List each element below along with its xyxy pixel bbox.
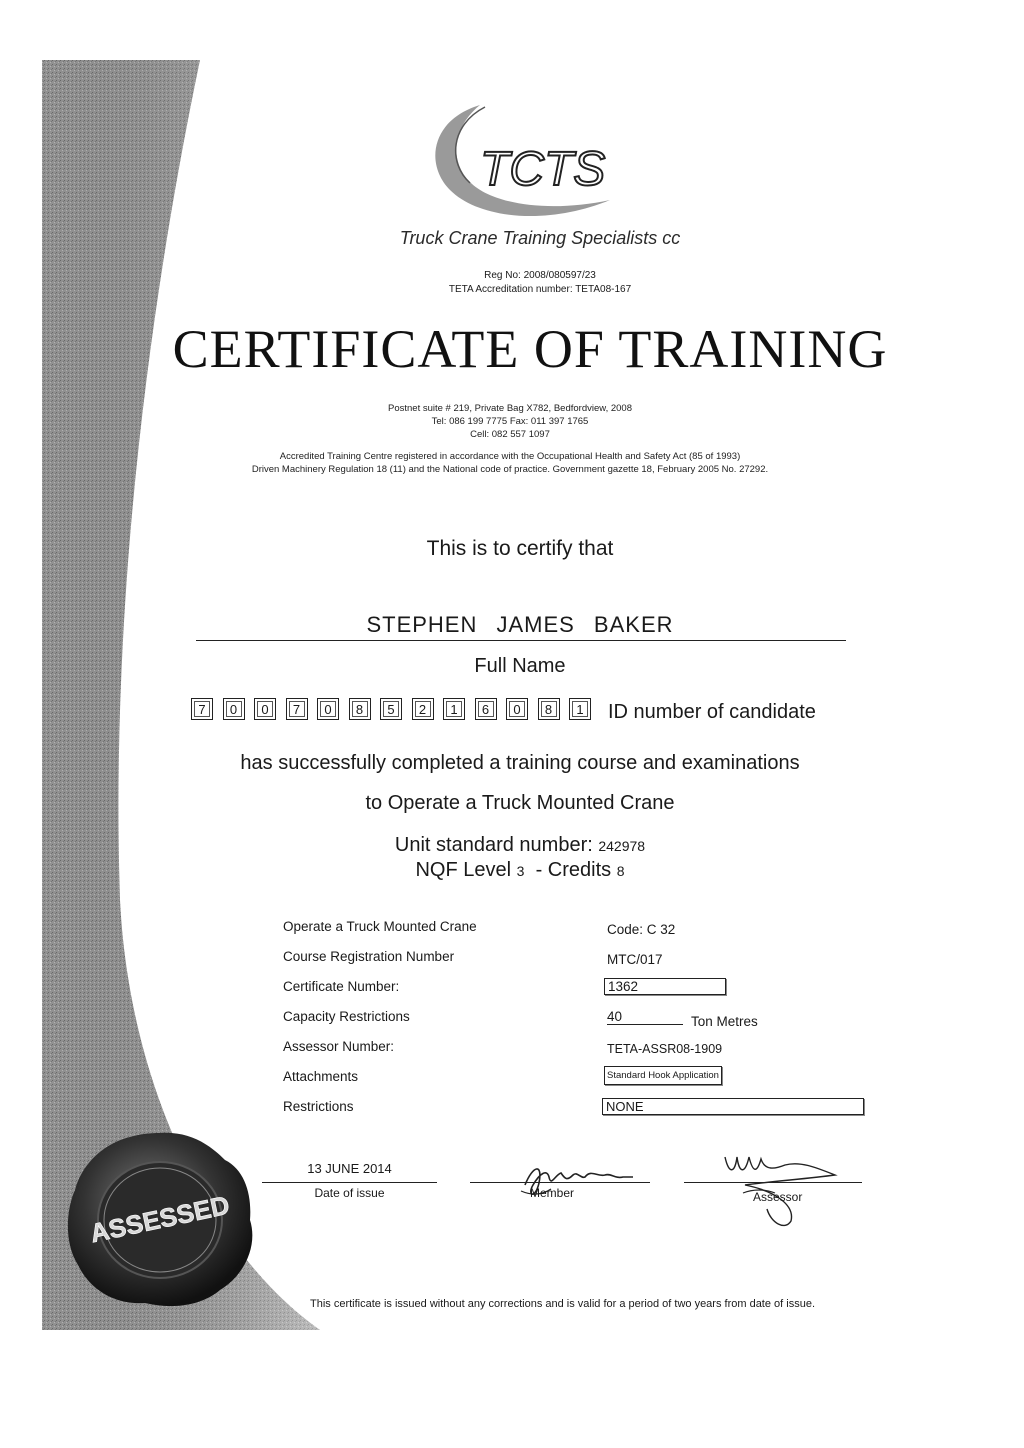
capacity-restrictions-label: Capacity Restrictions: [283, 1009, 410, 1024]
id-digit: 0: [506, 698, 528, 720]
course-name: to Operate a Truck Mounted Crane: [365, 792, 675, 814]
id-digit: 7: [191, 698, 213, 720]
id-digit: 5: [380, 698, 402, 720]
id-digit: 8: [538, 698, 560, 720]
credits-label: - Credits: [535, 859, 612, 881]
accreditation-line-2: Driven Machinery Regulation 18 (11) and the National code of practice. Government gazette 18, February 2005 No. 27292.: [251, 464, 769, 475]
candidate-name: STEPHEN JAMES BAKER: [366, 612, 674, 637]
full-name-label: Full Name: [474, 655, 566, 677]
date-of-issue-label: Date of issue: [314, 1186, 385, 1200]
postal-address: Postnet suite # 219, Private Bag X782, Bedfordview, 2008: [388, 403, 632, 414]
nqf-level: 3: [516, 863, 525, 879]
member-label: Member: [530, 1186, 575, 1200]
id-digit: 7: [286, 698, 308, 720]
seal-text: ASSESSED: [87, 1189, 233, 1249]
id-digit: 0: [317, 698, 339, 720]
tcts-logo: [410, 95, 640, 225]
capacity-unit: Ton Metres: [691, 1014, 758, 1029]
validity-footer: This certificate is issued without any corrections and is valid for a period of two years from date of issue.: [310, 1298, 816, 1310]
id-digit: 1: [443, 698, 465, 720]
certify-statement: This is to certify that: [426, 537, 614, 560]
member-signature-line: [470, 1182, 650, 1183]
capacity-value: 40: [607, 1009, 683, 1025]
registration-number: Reg No: 2008/080597/23: [484, 270, 596, 281]
credits-value: 8: [616, 863, 625, 879]
certificate-title: CERTIFICATE OF TRAINING: [172, 319, 888, 379]
id-digit: 0: [254, 698, 276, 720]
nqf-label: NQF Level: [415, 859, 512, 881]
attachments-label: Attachments: [283, 1069, 359, 1084]
id-number-boxes: [191, 697, 601, 721]
id-digit: 0: [223, 698, 245, 720]
id-digit: 2: [412, 698, 434, 720]
course-registration-value: MTC/017: [607, 952, 663, 967]
attachments-value: Standard Hook Application: [604, 1066, 722, 1085]
certificate-number-value: 1362: [604, 978, 726, 995]
issue-date: 13 JUNE 2014: [307, 1161, 392, 1176]
accredited-seal: [60, 1125, 260, 1310]
unit-standard: [330, 834, 710, 857]
course-registration-label: Course Registration Number: [283, 949, 455, 964]
course-code: Code: C 32: [607, 922, 676, 937]
date-signature-line: [262, 1182, 437, 1183]
cellphone: Cell: 082 557 1097: [470, 429, 550, 440]
unit-standard-number: 242978: [598, 838, 646, 854]
accreditation-line-1: Accredited Training Centre registered in accordance with the Occupational Health and Safety Act (85 of 1993): [279, 451, 741, 462]
restrictions-label: Restrictions: [283, 1099, 354, 1114]
id-number-label: ID number of candidate: [608, 701, 816, 723]
id-digit: 6: [475, 698, 497, 720]
restrictions-value: NONE: [602, 1098, 864, 1115]
assessor-signature-line: [684, 1182, 862, 1183]
completion-statement: has successfully completed a training course and examinations: [240, 752, 800, 774]
assessor-label: Assessor: [753, 1190, 803, 1204]
id-digit: 8: [349, 698, 371, 720]
certificate-number-label: Certificate Number:: [283, 979, 400, 994]
teta-accreditation: TETA Accreditation number: TETA08-167: [448, 284, 632, 295]
assessor-number-label: Assessor Number:: [283, 1039, 395, 1054]
name-underline: [196, 640, 846, 641]
assessor-number-value: TETA-ASSR08-1909: [607, 1042, 723, 1056]
nqf-credits: [330, 859, 710, 882]
id-digit: 1: [569, 698, 591, 720]
company-tagline: Truck Crane Training Specialists cc: [399, 228, 681, 248]
telephone-fax: Tel: 086 199 7775 Fax: 011 397 1765: [431, 416, 589, 427]
operate-label: Operate a Truck Mounted Crane: [283, 919, 477, 934]
logo-text: TCTS: [480, 143, 606, 196]
unit-standard-label: Unit standard number:: [394, 834, 593, 856]
